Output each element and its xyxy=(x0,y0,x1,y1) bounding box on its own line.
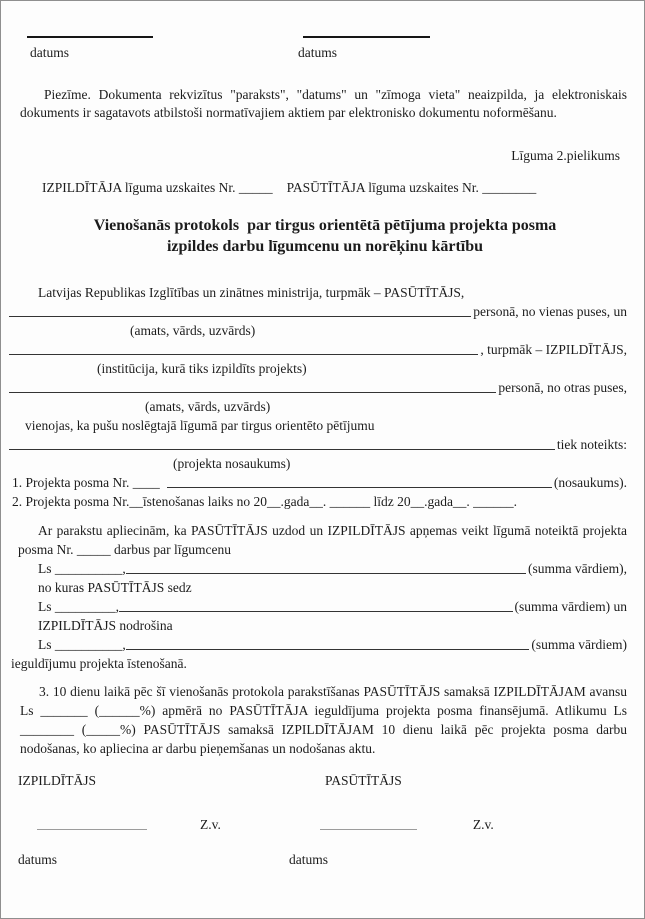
seal-place-label: Z.v. xyxy=(472,817,494,832)
seal-place-label: Z.v. xyxy=(200,817,221,832)
title-line-1: Vienošanās protokols par tirgus orientētā pētījuma projekta posma xyxy=(93,217,557,234)
row-label: personā, no otras puses, xyxy=(498,380,627,395)
amount-row-contractor xyxy=(38,635,627,654)
blank-line xyxy=(119,611,513,612)
list-item-1 xyxy=(12,473,627,492)
bottom-datums-row xyxy=(9,851,627,869)
blank-line xyxy=(9,316,471,317)
datums-label: datums xyxy=(18,852,57,867)
price-intro-paragraph: Ar parakstu apliecinām, ka PASŪTĪTĀJS uzdod un IZPILDĪTĀJS apņemas veikt līgumā noteiktā projekta posma Nr. _____ darbus par līgumcenu xyxy=(18,523,627,557)
price-section xyxy=(9,521,627,673)
field-caption: (institūcija, kurā tiks izpildīts projekts) xyxy=(97,361,307,376)
datums-label: datums xyxy=(30,45,69,60)
blank-line xyxy=(9,449,555,450)
seal-signature-row xyxy=(9,816,627,834)
top-datums-row xyxy=(9,44,627,62)
representative2-fill-row xyxy=(9,378,627,397)
amount-row-total xyxy=(38,559,627,578)
contractor-provides-line: IZPILDĪTĀJS nodrošina xyxy=(38,618,173,633)
contractor-fill-row xyxy=(9,340,627,359)
party-names-row xyxy=(9,772,627,790)
datums-label: datums xyxy=(298,45,337,60)
amount-words-label: (summa vārdiem) xyxy=(531,637,627,652)
blank-line xyxy=(9,354,478,355)
contractor-party-label: IZPILDĪTĀJS xyxy=(18,773,96,788)
amount-words-label: (summa vārdiem) un xyxy=(514,599,627,614)
top-signature-row xyxy=(9,36,627,38)
client-covers-line: no kuras PASŪTĪTĀJS sedz xyxy=(38,580,192,595)
blank-line xyxy=(126,573,526,574)
field-caption: (amats, vārds, uzvārds) xyxy=(130,323,256,338)
client-intro-line: Latvijas Republikas Izglītības un zinātnes ministrija, turpmāk – PASŪTĪTĀJS, xyxy=(38,285,465,300)
ls-amount-label: Ls __________, xyxy=(38,637,126,652)
field-caption: (projekta nosaukums) xyxy=(173,456,291,471)
investment-tail-line: ieguldījumu projekta īstenošanā. xyxy=(11,656,187,671)
item-suffix: (nosaukums). xyxy=(553,475,627,490)
signature-section xyxy=(9,772,627,869)
datums-label: datums xyxy=(289,852,328,867)
annex-label: Līguma 2.pielikums xyxy=(511,148,620,163)
amount-row-client xyxy=(38,597,627,616)
agreement-line: vienojas, ka pušu noslēgtajā līgumā par tirgus orientēto pētījumu xyxy=(25,418,375,433)
project-name-fill-row xyxy=(9,435,627,454)
date-signature-line xyxy=(27,36,153,38)
list-item-2: 2. Projekta posma Nr.__īstenošanas laiks no 20__.gada__. ______ līdz 20__.gada__. ______. xyxy=(12,494,518,509)
blank-line xyxy=(126,649,530,650)
row-label: personā, no vienas puses, un xyxy=(473,304,627,319)
title-line-2: izpildes darbu līgumcenu un norēķinu kārtību xyxy=(166,238,484,255)
client-contract-number: PASŪTĪTĀJA līguma uzskaites Nr. ________ xyxy=(286,180,537,195)
clause-3-paragraph: 3. 10 dienu laikā pēc šī vienošanās protokola parakstīšanas PASŪTĪTĀJS samaksā IZPILDĪTĀJAM avansu Ls _______ (______%) apmērā no PASŪTĪTĀJA ieguldījuma projekta posma finansējumā. Atlikumu Ls ________ (_____%) PASŪTĪTĀJS samaksā IZPILDĪTĀJAM 10 dienu laikā pēc projekta posma darbu nodošanas, ko apliecina ar darbu pieņemšanas un nodošanas aktu. xyxy=(20,684,627,756)
contractor-contract-number: IZPILDĪTĀJA līguma uzskaites Nr. _____ xyxy=(42,180,273,195)
document-title xyxy=(23,215,627,257)
representative-fill-row xyxy=(9,302,627,321)
item-label: 1. Projekta posma Nr. ____ xyxy=(12,475,160,490)
row-label: , turpmāk – IZPILDĪTĀJS, xyxy=(480,342,627,357)
signature-line xyxy=(37,829,147,830)
client-party-label: PASŪTĪTĀJS xyxy=(325,773,402,788)
registry-row xyxy=(42,178,627,197)
parties-section xyxy=(9,283,627,511)
blank-line xyxy=(9,392,496,393)
date-signature-line xyxy=(303,36,430,38)
ls-amount-label: Ls _________, xyxy=(38,599,119,614)
signature-line xyxy=(320,829,417,830)
amount-words-label: (summa vārdiem), xyxy=(528,561,627,576)
row-label: tiek noteikts: xyxy=(556,437,627,452)
ls-amount-label: Ls __________, xyxy=(38,561,126,576)
note-paragraph: Piezīme. Dokumenta rekvizītus "paraksts", "datums" un "zīmoga vieta" neaizpilda, ja elektroniskais dokuments ir sagatavots atbilstoši normatīvajiem aktiem par elektronisko dokumentu noformēšanu. xyxy=(20,87,627,120)
field-caption: (amats, vārds, uzvārds) xyxy=(145,399,271,414)
blank-line xyxy=(167,487,552,488)
